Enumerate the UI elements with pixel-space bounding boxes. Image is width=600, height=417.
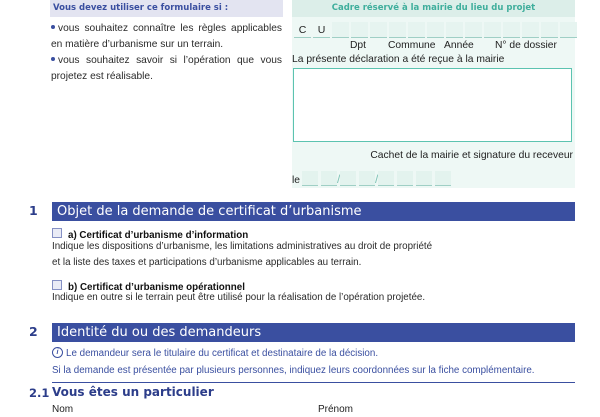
received-label: La présente déclaration a été reçue à la mairie: [292, 54, 505, 65]
bullet-icon: [51, 25, 55, 29]
cu-digit-box[interactable]: [332, 22, 349, 38]
prenom-label: Prénom: [318, 404, 354, 415]
date-day-box[interactable]: [321, 171, 337, 186]
nom-label: Nom: [52, 404, 74, 415]
section-2-title: Identité du ou des demandeurs: [52, 323, 575, 342]
subsection-divider: [52, 382, 575, 383]
section-1-number: 1: [29, 203, 38, 218]
date-separator: /: [337, 172, 341, 186]
date-month-box[interactable]: [340, 171, 356, 186]
label-annee: Année: [444, 40, 474, 51]
option-b-checkbox[interactable]: [52, 280, 62, 290]
option-a-checkbox[interactable]: [52, 228, 62, 238]
usage-header: Vous devez utiliser ce formulaire si :: [50, 0, 283, 17]
usage-bullet-2: vous souhaitez savoir si l’opération que vous projetez est réalisable.: [51, 55, 282, 82]
info-icon: i: [52, 347, 63, 358]
date-year-box[interactable]: [416, 171, 432, 186]
usage-text: [51, 21, 282, 85]
cu-digit-box[interactable]: [541, 22, 558, 38]
cu-labels: [292, 40, 575, 52]
subsection-2-1-title: Vous êtes un particulier: [52, 385, 214, 399]
label-dossier: N° de dossier: [495, 40, 557, 51]
date-year-box[interactable]: [378, 171, 394, 186]
info-line-1: i Le demandeur sera le titulaire du certificat et destinataire de la décision.: [52, 345, 378, 362]
cu-digit-box[interactable]: [370, 22, 387, 38]
bullet-icon: [51, 57, 55, 61]
option-b-description: Indique en outre si le terrain peut être utilisé pour la réalisation de l’opération projetée.: [52, 292, 426, 303]
cu-prefix-u: U: [313, 22, 330, 38]
mairie-header: Cadre réservé à la mairie du lieu du projet: [292, 0, 575, 17]
cu-prefix-c: C: [294, 22, 311, 38]
cu-digit-box[interactable]: [351, 22, 368, 38]
cu-digit-box[interactable]: [427, 22, 444, 38]
cu-digit-box[interactable]: [389, 22, 406, 38]
date-separator: /: [375, 172, 379, 186]
option-b-label: b) Certificat d’urbanisme opérationnel: [68, 282, 245, 293]
cu-digit-box[interactable]: [522, 22, 539, 38]
option-a-label: a) Certificat d’urbanisme d’information: [68, 230, 249, 241]
cu-digit-box[interactable]: [465, 22, 482, 38]
cu-digit-box[interactable]: [408, 22, 425, 38]
option-a-description: Indique les dispositions d’urbanisme, les limitations administratives au droit de propriété et la liste des taxes et participations d’urbanisme applicables au terrain.: [52, 241, 433, 268]
cu-digit-box[interactable]: [484, 22, 501, 38]
stamp-signature-label: Cachet de la mairie et signature du receveur: [370, 150, 573, 161]
usage-bullet-1: vous souhaitez connaître les règles applicables en matière d’urbanisme sur un terrain.: [51, 23, 282, 50]
cu-digit-box[interactable]: [503, 22, 520, 38]
label-dpt: Dpt: [350, 40, 367, 51]
reception-date-row: [292, 170, 454, 186]
date-year-box[interactable]: [435, 171, 451, 186]
date-day-box[interactable]: [302, 171, 318, 186]
cu-digit-box[interactable]: [560, 22, 577, 38]
cu-number-row: [294, 22, 579, 38]
label-commune: Commune: [388, 40, 436, 51]
section-1-title: Objet de la demande de certificat d’urbanisme: [52, 202, 575, 221]
cu-digit-box[interactable]: [446, 22, 463, 38]
date-month-box[interactable]: [359, 171, 375, 186]
info-line-2: Si la demande est présentée par plusieurs personnes, indiquez leurs coordonnées sur la fiche complémentaire.: [52, 365, 535, 376]
date-year-box[interactable]: [397, 171, 413, 186]
section-2-number: 2: [29, 324, 38, 339]
mairie-reserved-frame: [292, 0, 575, 188]
stamp-area[interactable]: [293, 68, 572, 142]
subsection-2-1-number: 2.1: [29, 386, 50, 400]
date-prefix: le: [292, 175, 301, 186]
